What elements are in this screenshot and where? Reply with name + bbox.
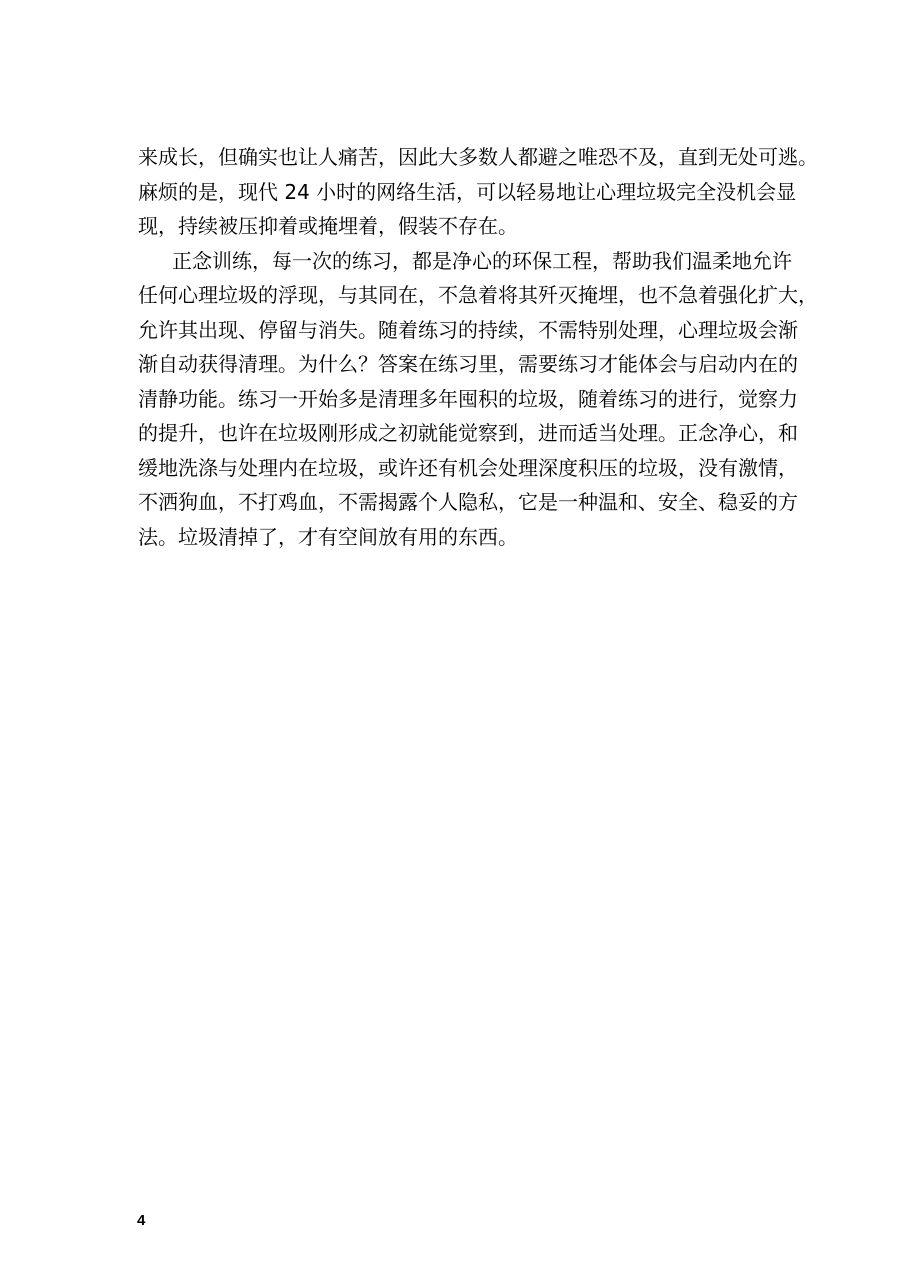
- paragraph-2-line-7: 缓地洗涤与处理内在垃圾，或许还有机会处理深度积压的垃圾，没有激情，: [138, 455, 798, 480]
- paragraph-1-line-1: 来成长，但确实也让人痛苦，因此大多数人都避之唯恐不及，直到无处可逃。: [138, 145, 818, 169]
- paragraph-2-line-3: 允许其出现、停留与消失。随着练习的持续，不需特别处理，心理垃圾会渐: [138, 317, 798, 342]
- paragraph-1-line-2: 麻烦的是，现代 24 小时的网络生活，可以轻易地让心理垃圾完全没机会显: [138, 179, 797, 204]
- page-number: 4: [137, 1212, 146, 1229]
- paragraph-2-line-8: 不洒狗血，不打鸡血，不需揭露个人隐私，它是一种温和、安全、稳妥的方: [138, 490, 798, 514]
- paragraph-2-line-4: 渐自动获得清理。为什么？答案在练习里，需要练习才能体会与启动内在的: [138, 352, 798, 376]
- paragraph-2-line-9: 法。垃圾清掉了，才有空间放有用的东西。: [138, 524, 518, 549]
- paragraph-1-line-3: 现，持续被压抑着或掩埋着，假装不存在。: [138, 214, 518, 238]
- paragraph-2-line-6: 的提升，也许在垃圾刚形成之初就能觉察到，进而适当处理。正念净心，和: [138, 421, 798, 445]
- paragraph-2-line-5: 清静功能。练习一开始多是清理多年囤积的垃圾，随着练习的进行，觉察力: [138, 386, 798, 411]
- body-text: [138, 140, 818, 554]
- paragraph-2-line-1: 正念训练，每一次的练习，都是净心的环保工程，帮助我们温柔地允许: [172, 248, 792, 273]
- paragraph-2-line-2: 任何心理垃圾的浮现，与其同在，不急着将其歼灭掩埋，也不急着强化扩大，: [138, 283, 818, 307]
